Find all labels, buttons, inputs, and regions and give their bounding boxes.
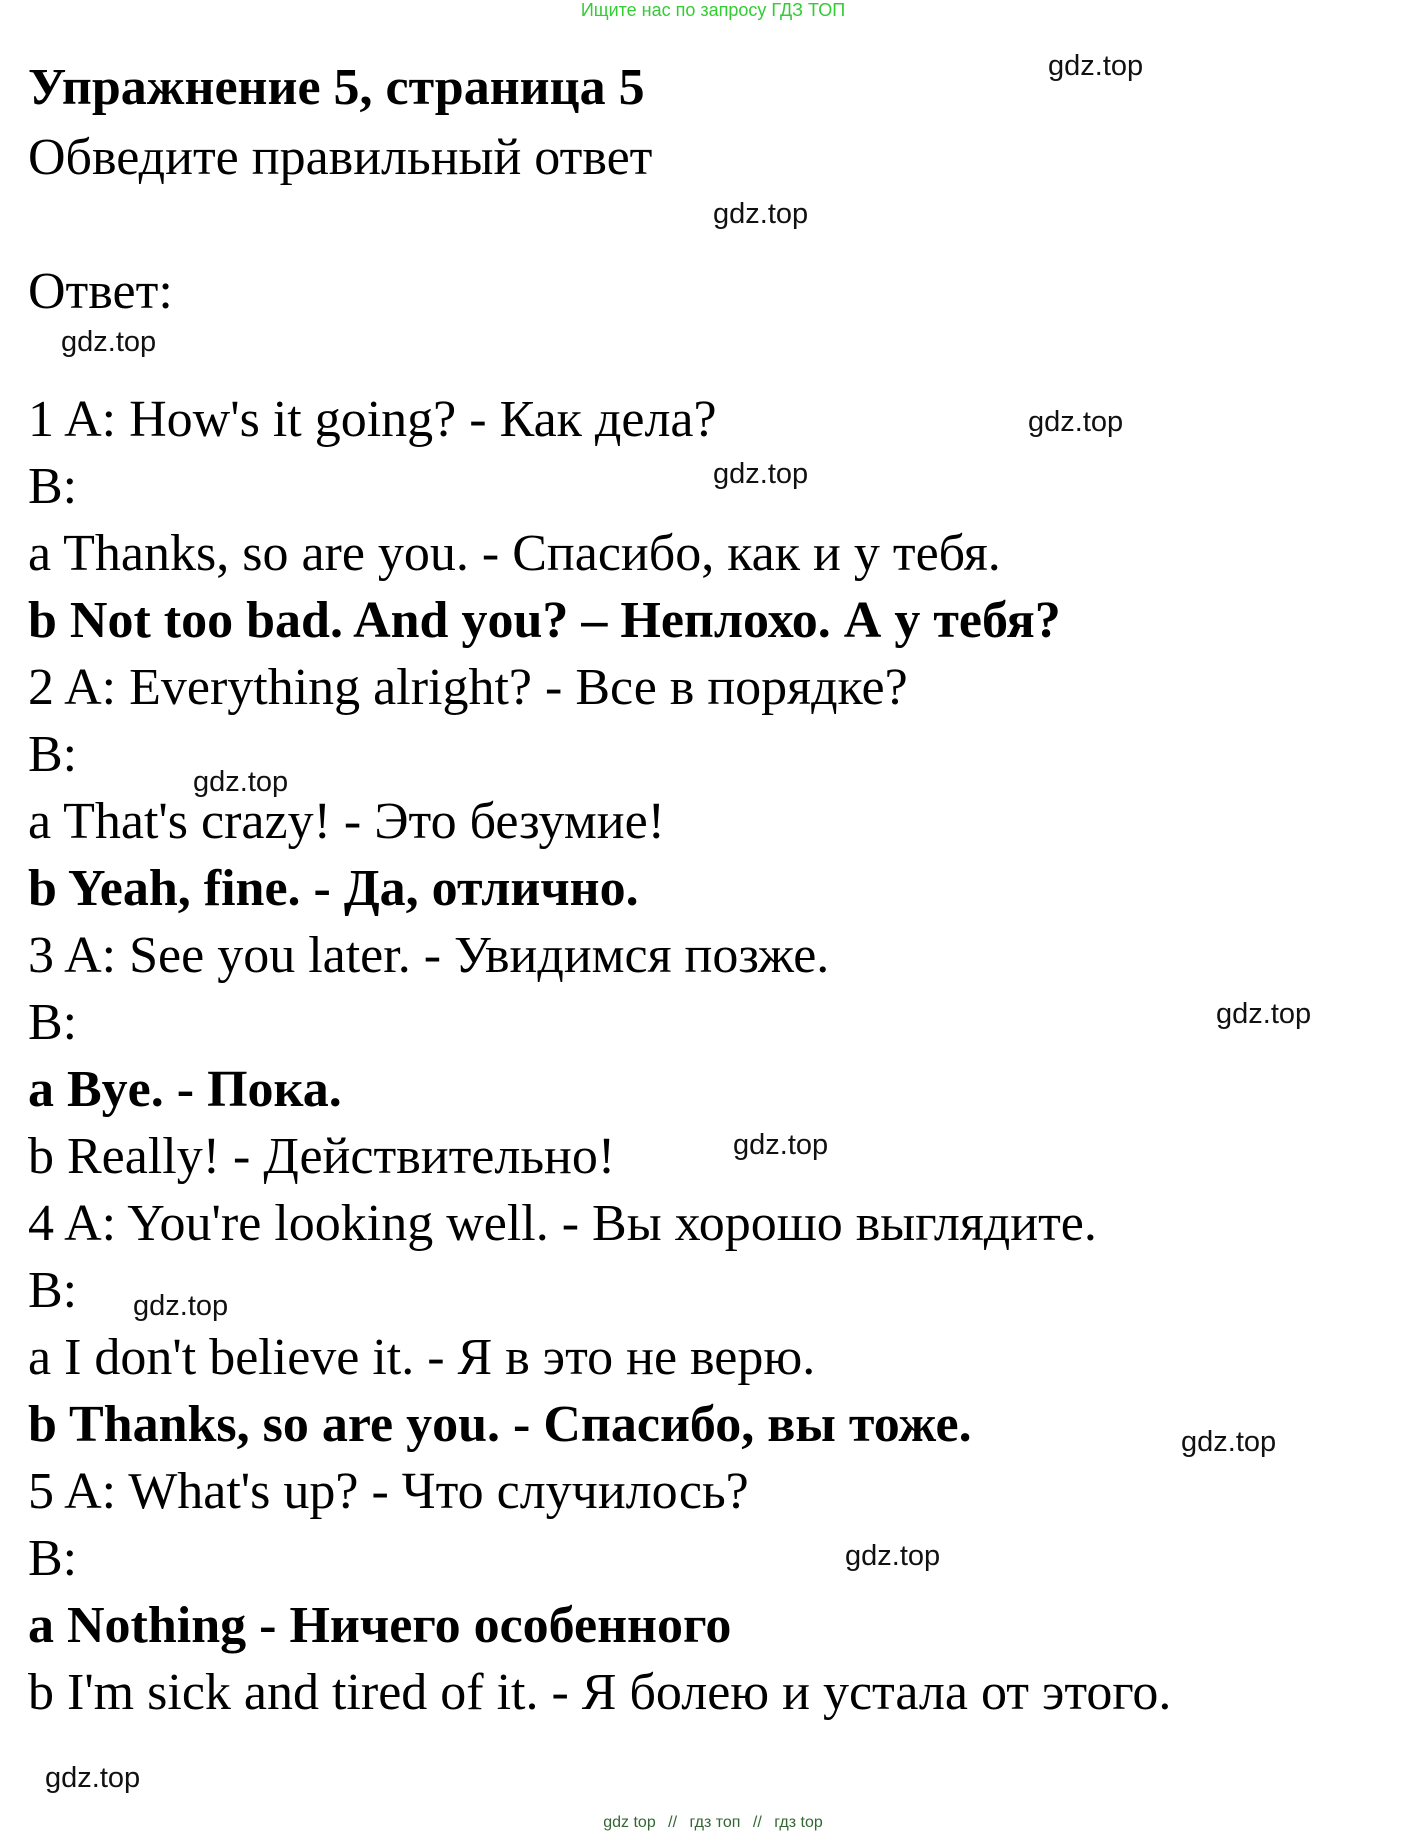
- exercise-title: Упражнение 5, страница 5: [28, 59, 645, 116]
- watermark: gdz.top: [1181, 1426, 1277, 1458]
- response-label-2: B:: [28, 726, 78, 783]
- watermark: gdz.top: [1216, 998, 1312, 1030]
- question-2: 2 A: Everything alright? - Все в порядке?: [28, 659, 908, 716]
- option-4b-correct: b Thanks, so are you. - Спасибо, вы тоже.: [28, 1396, 972, 1453]
- watermark: gdz.top: [1028, 406, 1124, 438]
- option-2b-correct: b Yeah, fine. - Да, отлично.: [28, 860, 639, 917]
- option-4a: a I don't believe it. - Я в это не верю.: [28, 1329, 816, 1386]
- footer-link-gdz-top-mixed[interactable]: гдз top: [774, 1814, 823, 1831]
- option-5b: b I'm sick and tired of it. - Я болею и устала от этого.: [28, 1664, 1172, 1721]
- answer-label: Ответ:: [28, 263, 173, 320]
- footer-links: [0, 1814, 1426, 1832]
- question-3: 3 A: See you later. - Увидимся позже.: [28, 927, 830, 984]
- watermark: gdz.top: [133, 1290, 229, 1322]
- top-banner-link[interactable]: Ищите нас по запросу ГДЗ ТОП: [580, 0, 846, 20]
- option-3b: b Really! - Действительно!: [28, 1128, 616, 1185]
- footer-separator: //: [752, 1814, 762, 1831]
- option-1b-correct: b Not too bad. And you? – Неплохо. А у тебя?: [28, 592, 1061, 649]
- footer-separator: //: [668, 1814, 678, 1831]
- exercise-instruction: Обведите правильный ответ: [28, 129, 653, 186]
- footer-link-gdz-top-ru[interactable]: гдз топ: [689, 1814, 741, 1831]
- response-label-3: B:: [28, 994, 78, 1051]
- watermark: gdz.top: [733, 1129, 829, 1161]
- question-4: 4 A: You're looking well. - Вы хорошо выглядите.: [28, 1195, 1097, 1252]
- watermark: gdz.top: [45, 1762, 141, 1794]
- watermark: gdz.top: [845, 1540, 941, 1572]
- option-3a-correct: a Bye. - Пока.: [28, 1061, 342, 1118]
- response-label-5: B:: [28, 1530, 78, 1587]
- watermark: gdz.top: [713, 198, 809, 230]
- option-5a-correct: a Nothing - Ничего особенного: [28, 1597, 732, 1654]
- watermark: gdz.top: [61, 326, 157, 358]
- question-1: 1 A: How's it going? - Как дела?: [28, 391, 717, 448]
- watermark: gdz.top: [193, 766, 289, 798]
- question-5: 5 A: What's up? - Что случилось?: [28, 1463, 749, 1520]
- watermark: gdz.top: [713, 458, 809, 490]
- response-label-1: B:: [28, 458, 78, 515]
- footer-link-gdz-top[interactable]: gdz top: [603, 1814, 656, 1831]
- option-2a: a That's crazy! - Это безумие!: [28, 793, 665, 850]
- option-1a: a Thanks, so are you. - Спасибо, как и у тебя.: [28, 525, 1001, 582]
- watermark: gdz.top: [1048, 50, 1144, 82]
- response-label-4: B:: [28, 1262, 78, 1319]
